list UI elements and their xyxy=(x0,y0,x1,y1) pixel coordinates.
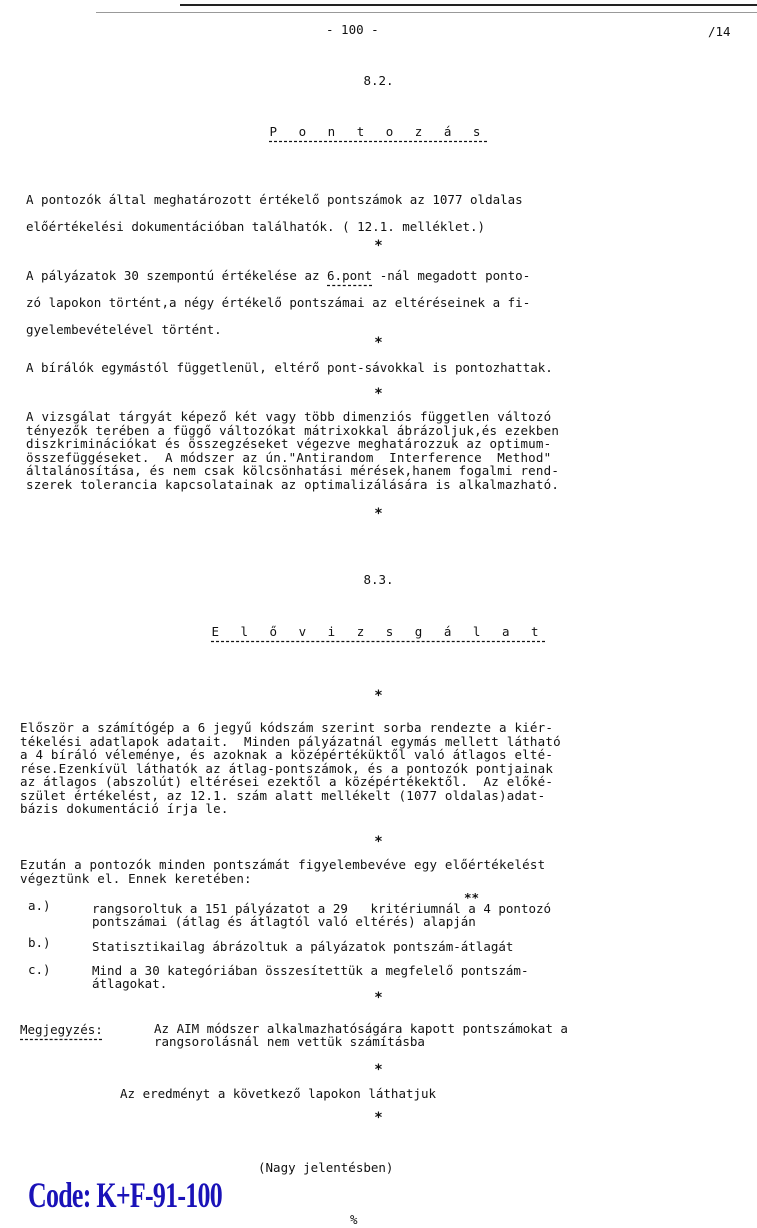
footer-mark: % xyxy=(350,1212,358,1227)
document-code-stamp: Code: K+F-91-100 xyxy=(28,1175,223,1215)
top-rule xyxy=(180,4,757,6)
separator-star: * xyxy=(374,834,383,850)
separator-star: * xyxy=(374,238,383,254)
separator-star: * xyxy=(374,335,383,351)
report-note: (Nagy jelentésben) xyxy=(258,1160,394,1175)
separator-star: * xyxy=(374,386,383,402)
paragraph-scoring-1: A pontozók által meghatározott értékelő pontszámok az 1077 oldalas előértékelési dokumentációban találhatók. ( 12.1. melléklet.) xyxy=(26,192,523,234)
superscript-footnote-mark: ** xyxy=(464,890,480,905)
note-label: Megjegyzés: xyxy=(20,1022,103,1037)
section-title-pontozas: P o n t o z á s xyxy=(269,124,488,139)
separator-star: * xyxy=(374,506,383,522)
top-rule-thin xyxy=(96,12,757,13)
separator-star: * xyxy=(374,1062,383,1078)
section-number-8-2: 8.2. xyxy=(363,73,394,88)
separator-star: * xyxy=(374,688,383,704)
page-reference: /14 xyxy=(708,24,731,39)
list-item-label-c: c.) xyxy=(28,962,51,977)
paragraph-pre-evaluation: Ezután a pontozók minden pontszámát figyelembevéve egy előértékelést végeztünk el. Ennek keretében: xyxy=(20,857,546,886)
section-title-elovizsgalat: E l ő v i z s g á l a t xyxy=(211,624,546,639)
list-item-b: Statisztikailag ábrázoltuk a pályázatok pontszám-átlagát xyxy=(92,939,514,954)
reference-6-pont: 6.pont xyxy=(327,268,373,283)
list-item-a: rangsoroltuk a 151 pályázatot a 29 kritériumnál a 4 pontozó pontszámai (átlag és átlagtól való eltérés) alapján xyxy=(92,901,552,929)
paragraph-preliminary: Először a számítógép a 6 jegyű kódszám szerint sorba rendezte a kiér- tékelési adatlapok adatait. Minden pályázatnál egymás mellett látható a 4 bíráló véleménye, és azoknak a középértéküktől való átlagos elté- rése.Ezenkívül láthatók az átlag-pontszámok, és a pontozók pontjainak az átlagos (abszolút) eltérései ezektől a középértékektől. Az előké- szület értékelést, az 12.1. szám alatt mellékelt (1077 oldalas)adat- bázis dokumentáció írja le. xyxy=(20,720,561,816)
note-text: Az AIM módszer alkalmazhatóságára kapott pontszámokat a rangsorolásnál nem vettük számításba xyxy=(154,1021,568,1049)
separator-star: * xyxy=(374,1110,383,1126)
separator-star: * xyxy=(374,990,383,1006)
paragraph-method: A vizsgálat tárgyát képező két vagy több dimenziós független változó tényezők terében a függő változókat mátrixokkal ábrázoljuk,és ezekben diszkriminációkat és összegzéseket végezve meghatározzuk az optimum- összefüggéseket. A módszer az ún."Antirandom Interference Method" általánosítása, és nem csak kölcsönhatási mérések,hanem fogalmi rend- szerek tolerancia kapcsolatainak az optimalizálására is alkalmazható. xyxy=(26,409,560,492)
list-item-label-b: b.) xyxy=(28,935,51,950)
paragraph-scoring-2: A pályázatok 30 szempontú értékelése az 6.pont -nál megadott ponto- zó lapokon történt,a négy értékelő pontszámai az eltéréseinek a fi- gyelembevételével történt. xyxy=(26,268,531,337)
paragraph-reviewers: A bírálók egymástól függetlenül, eltérő pont-sávokkal is pontozhattak. xyxy=(26,360,553,375)
page-number: - 100 - xyxy=(326,22,379,37)
section-number-8-3: 8.3. xyxy=(363,572,394,587)
list-item-c: Mind a 30 kategóriában összesítettük a megfelelő pontszám- átlagokat. xyxy=(92,963,529,991)
result-line: Az eredményt a következő lapokon láthatjuk xyxy=(120,1086,437,1101)
list-item-label-a: a.) xyxy=(28,898,51,913)
